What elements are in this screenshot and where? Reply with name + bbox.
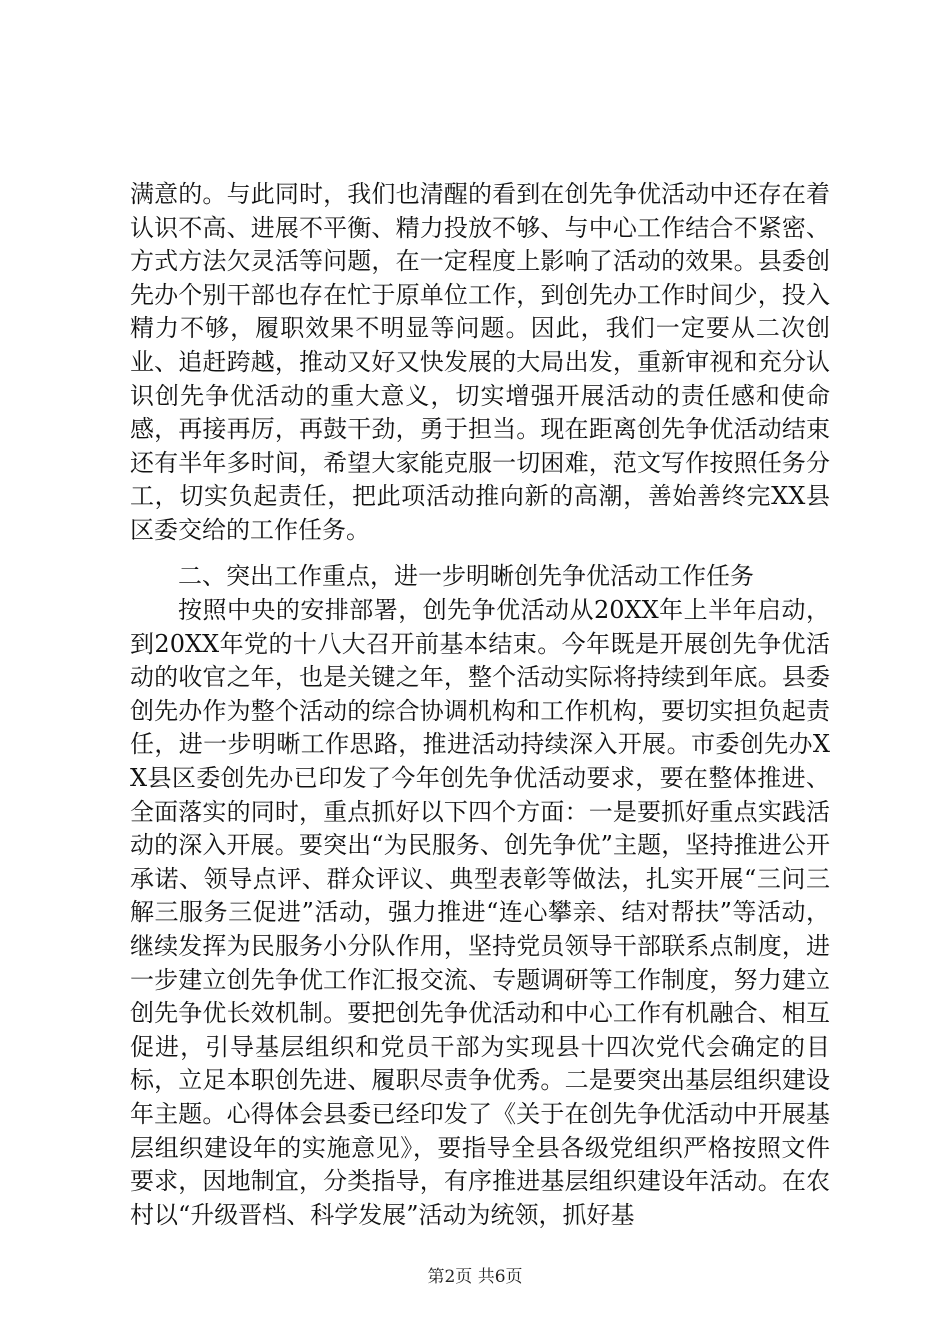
page-number-footer: 第2页 共6页: [427, 1267, 523, 1287]
section-heading-2: 二、突出工作重点，进一步明晰创先争优活动工作任务: [178, 562, 754, 590]
body-paragraph-1: 满意的。与此同时，我们也清醒的看到在创先争优活动中还存在着认识不高、进展不平衡、精力投放不够、与中心工作结合不紧密、方式方法欠灵活等问题，在一定程度上影响了活动的效果。县委创先办个别干部也存在忙于原单位工作，到创先办工作时间少，投入精力不够，履职效果不明显等问题。因此，我们一定要从二次创业、追赶跨越，推动又好又快发展的大局出发，重新审视和充分认识创先争优活动的重大意义，切实增强开展活动的责任感和使命感，再接再厉，再鼓干劲，勇于担当。现在距离创先争优活动结束还有半年多时间，希望大家能克服一切困难，范文写作按照任务分工，切实负起责任，把此项活动推向新的高潮，善始善终完XX县区委交给的工作任务。: [130, 180, 830, 544]
body-paragraph-2: 按照中央的安排部署，创先争优活动从20XX年上半年启动，到20XX年党的十八大召开前基本结束。今年既是开展创先争优活动的收官之年，也是关键之年，整个活动实际将持续到年底。县委创先办作为整个活动的综合协调机构和工作机构，要切实担负起责任，进一步明晰工作思路，推进活动持续深入开展。市委创先办XX县区委创先办已印发了今年创先争优活动要求，要在整体推进、全面落实的同时，重点抓好以下四个方面：一是要抓好重点实践活动的深入开展。要突出“为民服务、创先争优”主题，坚持推进公开承诺、领导点评、群众评议、典型表彰等做法，扎实开展“三问三解三服务三促进”活动，强力推进“连心攀亲、结对帮扶”等活动，继续发挥为民服务小分队作用，坚持党员领导干部联系点制度，进一步建立创先争优工作汇报交流、专题调研等工作制度，努力建立创先争优长效机制。要把创先争优活动和中心工作有机融合、相互促进，引导基层组织和党员干部为实现县十四次党代会确定的目标，立足本职创先进、履职尽责争优秀。二是要突出基层组织建设年主题。心得体会县委已经印发了《关于在创先争优活动中开展基层组织建设年的实施意见》，要指导全县各级党组织严格按照文件要求，因地制宜，分类指导，有序推进基层组织建设年活动。在农村以“升级晋档、科学发展”活动为统领，抓好基: [130, 596, 830, 1229]
